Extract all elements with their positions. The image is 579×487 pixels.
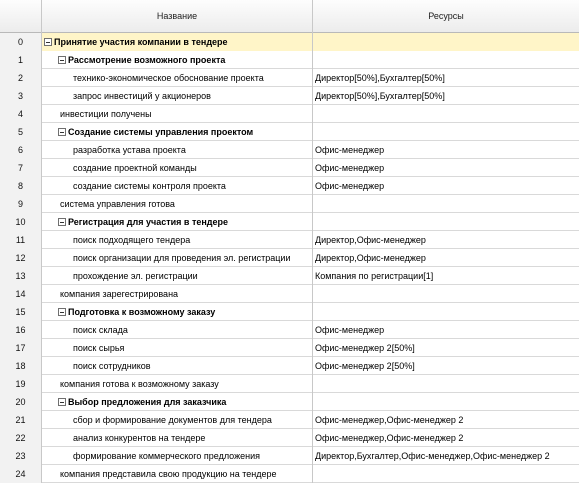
task-name: Рассмотрение возможного проекта — [68, 55, 226, 65]
row-id: 0 — [0, 33, 42, 51]
resources-cell[interactable] — [313, 105, 579, 123]
table-row[interactable] — [0, 159, 579, 177]
row-id: 19 — [0, 375, 42, 393]
task-name-cell[interactable]: компания представила свою продукцию на тендере — [42, 465, 313, 483]
task-name-cell[interactable] — [42, 213, 313, 231]
row-id: 22 — [0, 429, 42, 447]
task-name-cell[interactable]: поиск организации для проведения эл. регистрации — [42, 249, 313, 267]
resources-cell[interactable]: Офис-менеджер,Офис-менеджер 2 — [315, 415, 464, 425]
row-id: 5 — [0, 123, 42, 141]
task-name-cell[interactable]: сбор и формирование документов для тендера — [42, 411, 313, 429]
task-name-cell[interactable]: поиск сырья — [42, 339, 313, 357]
task-name-cell[interactable]: поиск склада — [42, 321, 313, 339]
table-row[interactable] — [0, 285, 579, 303]
row-id: 16 — [0, 321, 42, 339]
resources-cell[interactable]: Офис-менеджер — [315, 181, 385, 191]
resources-cell[interactable]: Директор,Бухгалтер,Офис-менеджер,Офис-менеджер 2 — [315, 451, 550, 461]
collapse-icon[interactable] — [58, 308, 66, 316]
task-name-cell[interactable]: анализ конкурентов на тендере — [42, 429, 313, 447]
task-name-cell[interactable]: поиск подходящего тендера — [42, 231, 313, 249]
row-id: 4 — [0, 105, 42, 123]
task-name-cell[interactable]: компания готова к возможному заказу — [42, 375, 313, 393]
collapse-icon[interactable] — [58, 398, 66, 406]
row-id: 23 — [0, 447, 42, 465]
table-row[interactable] — [0, 195, 579, 213]
task-name-cell[interactable]: прохождение эл. регистрации — [42, 267, 313, 285]
task-name: Выбор предложения для заказчика — [68, 397, 227, 407]
row-id: 7 — [0, 159, 42, 177]
task-name-cell[interactable]: запрос инвестиций у акционеров — [42, 87, 313, 105]
table-row[interactable] — [0, 105, 579, 123]
row-id: 9 — [0, 195, 42, 213]
task-name-cell[interactable]: разработка устава проекта — [42, 141, 313, 159]
row-id: 20 — [0, 393, 42, 411]
resources-cell[interactable]: Офис-менеджер — [315, 163, 385, 173]
resources-cell[interactable] — [313, 195, 579, 213]
task-name-cell[interactable]: формирование коммерческого предложения — [42, 447, 313, 465]
table-row[interactable] — [0, 339, 579, 357]
task-name-cell[interactable] — [42, 123, 313, 141]
resources-cell[interactable]: Директор[50%],Бухгалтер[50%] — [315, 91, 445, 101]
row-id: 13 — [0, 267, 42, 285]
table-row[interactable] — [0, 177, 579, 195]
resources-cell[interactable]: Директор[50%],Бухгалтер[50%] — [315, 73, 445, 83]
row-id: 12 — [0, 249, 42, 267]
row-id: 2 — [0, 69, 42, 87]
table-row[interactable] — [0, 267, 579, 285]
resources-cell[interactable]: Директор,Офис-менеджер — [315, 253, 426, 263]
table-row[interactable] — [0, 87, 579, 105]
resources-cell[interactable]: Директор,Офис-менеджер — [315, 235, 426, 245]
row-id: 8 — [0, 177, 42, 195]
table-row[interactable] — [0, 33, 579, 51]
table-row[interactable] — [0, 303, 579, 321]
task-name: Принятие участия компании в тендере — [54, 37, 228, 47]
task-name-cell[interactable]: инвестиции получены — [42, 105, 313, 123]
row-id: 17 — [0, 339, 42, 357]
table-row[interactable] — [0, 393, 579, 411]
table-row[interactable] — [0, 51, 579, 69]
row-id: 21 — [0, 411, 42, 429]
task-name-cell[interactable] — [42, 33, 313, 51]
resources-cell[interactable]: Офис-менеджер 2[50%] — [315, 343, 415, 353]
row-id: 24 — [0, 465, 42, 483]
collapse-icon[interactable] — [44, 38, 52, 46]
row-id: 11 — [0, 231, 42, 249]
resources-cell[interactable] — [313, 51, 579, 69]
resources-cell[interactable] — [313, 465, 579, 483]
task-rows — [0, 33, 579, 483]
task-name: Регистрация для участия в тендере — [68, 217, 229, 227]
resources-cell[interactable] — [313, 393, 579, 411]
table-row[interactable] — [0, 411, 579, 429]
row-id: 15 — [0, 303, 42, 321]
row-id: 6 — [0, 141, 42, 159]
table-row[interactable] — [0, 69, 579, 87]
resources-cell[interactable] — [313, 123, 579, 141]
row-id: 10 — [0, 213, 42, 231]
resources-cell[interactable]: Офис-менеджер — [315, 145, 385, 155]
column-header-resources[interactable]: Ресурсы — [428, 11, 464, 21]
table-row[interactable] — [0, 447, 579, 465]
task-name-cell[interactable]: технико-экономическое обоснование проекта — [42, 69, 313, 87]
column-header-row — [0, 0, 579, 33]
task-name-cell[interactable]: создание системы контроля проекта — [42, 177, 313, 195]
table-row[interactable] — [0, 465, 579, 483]
task-name: Подготовка к возможному заказу — [68, 307, 216, 317]
row-id: 18 — [0, 357, 42, 375]
collapse-icon[interactable] — [58, 218, 66, 226]
column-header-id[interactable] — [0, 0, 42, 33]
table-row[interactable] — [0, 213, 579, 231]
task-name-cell[interactable] — [42, 393, 313, 411]
task-name-cell[interactable]: система управления готова — [42, 195, 313, 213]
task-name: Создание системы управления проектом — [68, 127, 254, 137]
resources-cell[interactable] — [313, 303, 579, 321]
table-row[interactable] — [0, 321, 579, 339]
table-row[interactable] — [0, 141, 579, 159]
resources-cell[interactable] — [313, 213, 579, 231]
resources-cell[interactable]: Офис-менеджер — [315, 325, 385, 335]
resources-cell[interactable] — [313, 375, 579, 393]
resources-cell[interactable]: Компания по регистрации[1] — [315, 271, 434, 281]
table-row[interactable] — [0, 249, 579, 267]
row-id: 1 — [0, 51, 42, 69]
resources-cell[interactable] — [313, 285, 579, 303]
task-name-cell[interactable]: поиск сотрудников — [42, 357, 313, 375]
row-id: 3 — [0, 87, 42, 105]
resources-cell[interactable]: Офис-менеджер 2[50%] — [315, 361, 415, 371]
task-name-cell[interactable] — [42, 303, 313, 321]
collapse-icon[interactable] — [58, 128, 66, 136]
table-row[interactable] — [0, 123, 579, 141]
row-id: 14 — [0, 285, 42, 303]
task-name-cell[interactable]: компания зарегестрирована — [42, 285, 313, 303]
resources-cell[interactable] — [313, 33, 579, 51]
table-row[interactable] — [0, 231, 579, 249]
task-name-cell[interactable] — [42, 51, 313, 69]
table-row[interactable] — [0, 429, 579, 447]
column-header-name[interactable]: Название — [42, 0, 313, 33]
table-row[interactable] — [0, 375, 579, 393]
collapse-icon[interactable] — [58, 56, 66, 64]
task-name-cell[interactable]: создание проектной команды — [42, 159, 313, 177]
resources-cell[interactable]: Офис-менеджер,Офис-менеджер 2 — [315, 433, 464, 443]
table-row[interactable] — [0, 357, 579, 375]
